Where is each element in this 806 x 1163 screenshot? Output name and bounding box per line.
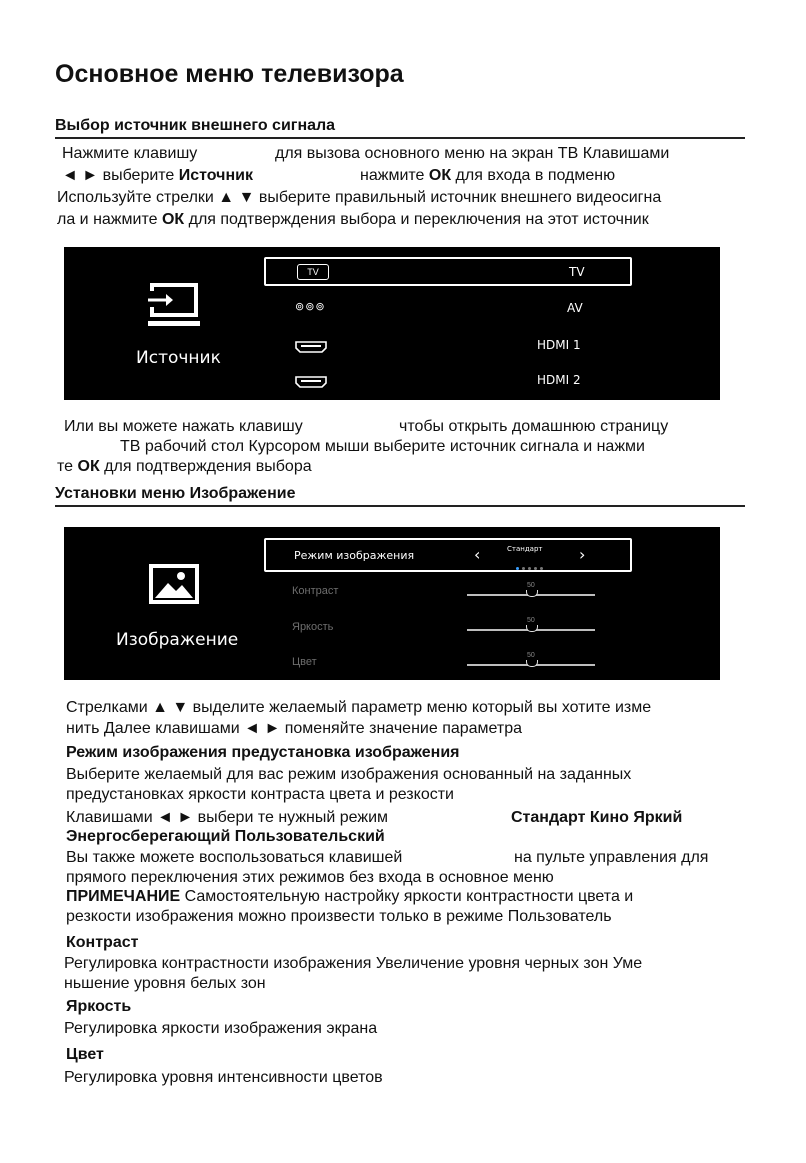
text-span: для подтверждения выбора и переключения на этот источник <box>184 211 649 228</box>
page-title: Основное меню телевизора <box>55 60 404 88</box>
contrast-heading: Контраст <box>66 934 139 951</box>
mode-dot <box>522 567 525 570</box>
paragraph-line: предустановках яркости контраста цвета и резкости <box>66 786 454 803</box>
hdmi-icon <box>295 375 327 393</box>
source-item-label: AV <box>567 301 583 315</box>
paragraph-line: прямого переключения этих режимов без входа в основное меню <box>66 869 554 886</box>
text-span: Самостоятельную настройку яркости контрастности цвета и <box>180 888 634 905</box>
contrast-row[interactable] <box>264 579 632 607</box>
source-item-label: HDMI 2 <box>537 373 581 387</box>
paragraph-line <box>62 166 253 186</box>
source-item-label: TV <box>569 265 585 279</box>
source-menu-label: Источник <box>136 348 221 368</box>
source-item-label: HDMI 1 <box>537 338 581 352</box>
source-item-tv[interactable] <box>264 257 632 286</box>
section-heading-source: Выбор источник внешнего сигнала <box>55 117 336 134</box>
mode-dot <box>516 567 519 570</box>
source-menu-screenshot <box>64 247 720 400</box>
mode-options: Энергосберегающий Пользовательский <box>66 828 385 845</box>
source-input-icon <box>146 281 202 334</box>
source-item-hdmi1[interactable] <box>264 331 632 359</box>
paragraph-line: резкости изображения можно произвести только в режиме Пользователь <box>66 908 612 925</box>
paragraph-line: Нажмите клавишу <box>62 145 198 162</box>
source-item-av[interactable] <box>264 294 632 322</box>
paragraph-line: для вызова основного меню на экран ТВ Клавишами <box>275 145 670 162</box>
paragraph-line: ТВ рабочий стол Курсором мыши выберите источник сигнала и нажми <box>120 438 645 455</box>
text-span: для подтверждения выбора <box>99 458 312 475</box>
paragraph-line <box>57 210 649 230</box>
mode-dot <box>540 567 543 570</box>
paragraph-line: нить Далее клавишами ◄ ► поменяйте значение параметра <box>66 720 523 737</box>
section-divider <box>55 137 745 139</box>
picture-mode-row[interactable] <box>264 538 632 572</box>
bold-text: ОК <box>161 211 185 228</box>
bold-text: ОК <box>77 458 100 475</box>
bold-text: ОК <box>428 167 452 184</box>
hdmi-icon <box>295 340 327 358</box>
color-value: 50 <box>527 652 535 659</box>
brightness-value: 50 <box>527 617 535 624</box>
chevron-left-icon[interactable]: ‹ <box>474 545 481 564</box>
paragraph-line: ньшение уровня белых зон <box>64 975 266 992</box>
bold-text: Источник <box>178 167 253 184</box>
color-heading: Цвет <box>66 1046 104 1063</box>
tv-icon-text: TV <box>307 267 319 277</box>
paragraph-line: Стрелками ▲ ▼ выделите желаемый параметр меню который вы хотите изме <box>66 699 652 716</box>
paragraph-line: Выберите желаемый для вас режим изображения основанный на заданных <box>66 766 632 783</box>
paragraph-line: Регулировка яркости изображения экрана <box>64 1020 378 1037</box>
section-divider <box>55 505 745 507</box>
text-span: для входа в подменю <box>451 167 616 184</box>
tv-icon <box>297 264 329 280</box>
paragraph-line <box>360 166 615 186</box>
note-label: ПРИМЕЧАНИЕ <box>66 888 181 905</box>
paragraph-line: Вы также можете воспользоваться клавишей <box>66 849 403 866</box>
paragraph-line <box>57 457 312 477</box>
text-span: те <box>57 458 78 475</box>
mode-indicator-dots <box>516 557 546 575</box>
paragraph-line: Регулировка контрастности изображения Увеличение уровня черных зон Уме <box>64 955 643 972</box>
picture-menu-label: Изображение <box>116 630 239 650</box>
paragraph-line: Или вы можете нажать клавишу <box>64 418 303 435</box>
brightness-heading: Яркость <box>66 998 132 1015</box>
mode-options: Стандарт Кино Яркий <box>511 809 683 826</box>
mode-heading: Режим изображения предустановка изображения <box>66 744 460 761</box>
av-icon: ⊚⊚⊚ <box>295 300 326 313</box>
paragraph-line: Используйте стрелки ▲ ▼ выберите правильный источник внешнего видеосигна <box>57 189 662 206</box>
paragraph-line: чтобы открыть домашнюю страницу <box>399 418 669 435</box>
paragraph-line <box>66 887 633 907</box>
chevron-right-icon[interactable]: › <box>579 545 586 564</box>
brightness-label: Яркость <box>292 621 334 633</box>
section-heading-picture: Установки меню Изображение <box>55 485 296 502</box>
contrast-label: Контраст <box>292 585 339 597</box>
paragraph-line: Регулировка уровня интенсивности цветов <box>64 1069 383 1086</box>
color-row[interactable] <box>264 650 632 678</box>
contrast-value: 50 <box>527 582 535 589</box>
source-item-hdmi2[interactable] <box>264 367 632 395</box>
paragraph-line: на пульте управления для <box>514 849 709 866</box>
text-span: нажмите <box>360 167 429 184</box>
text-span: ◄ ► выберите <box>62 167 179 184</box>
text-span: ла и нажмите <box>57 211 162 228</box>
mode-dot <box>528 567 531 570</box>
picture-menu-screenshot <box>64 527 720 680</box>
mode-dot <box>534 567 537 570</box>
paragraph-line: Клавишами ◄ ► выбери те нужный режим <box>66 809 389 826</box>
picture-mode-value: Стандарт <box>507 545 543 553</box>
brightness-row[interactable] <box>264 615 632 643</box>
color-label: Цвет <box>292 656 317 668</box>
picture-mode-label: Режим изображения <box>294 549 415 562</box>
image-icon <box>148 563 200 610</box>
